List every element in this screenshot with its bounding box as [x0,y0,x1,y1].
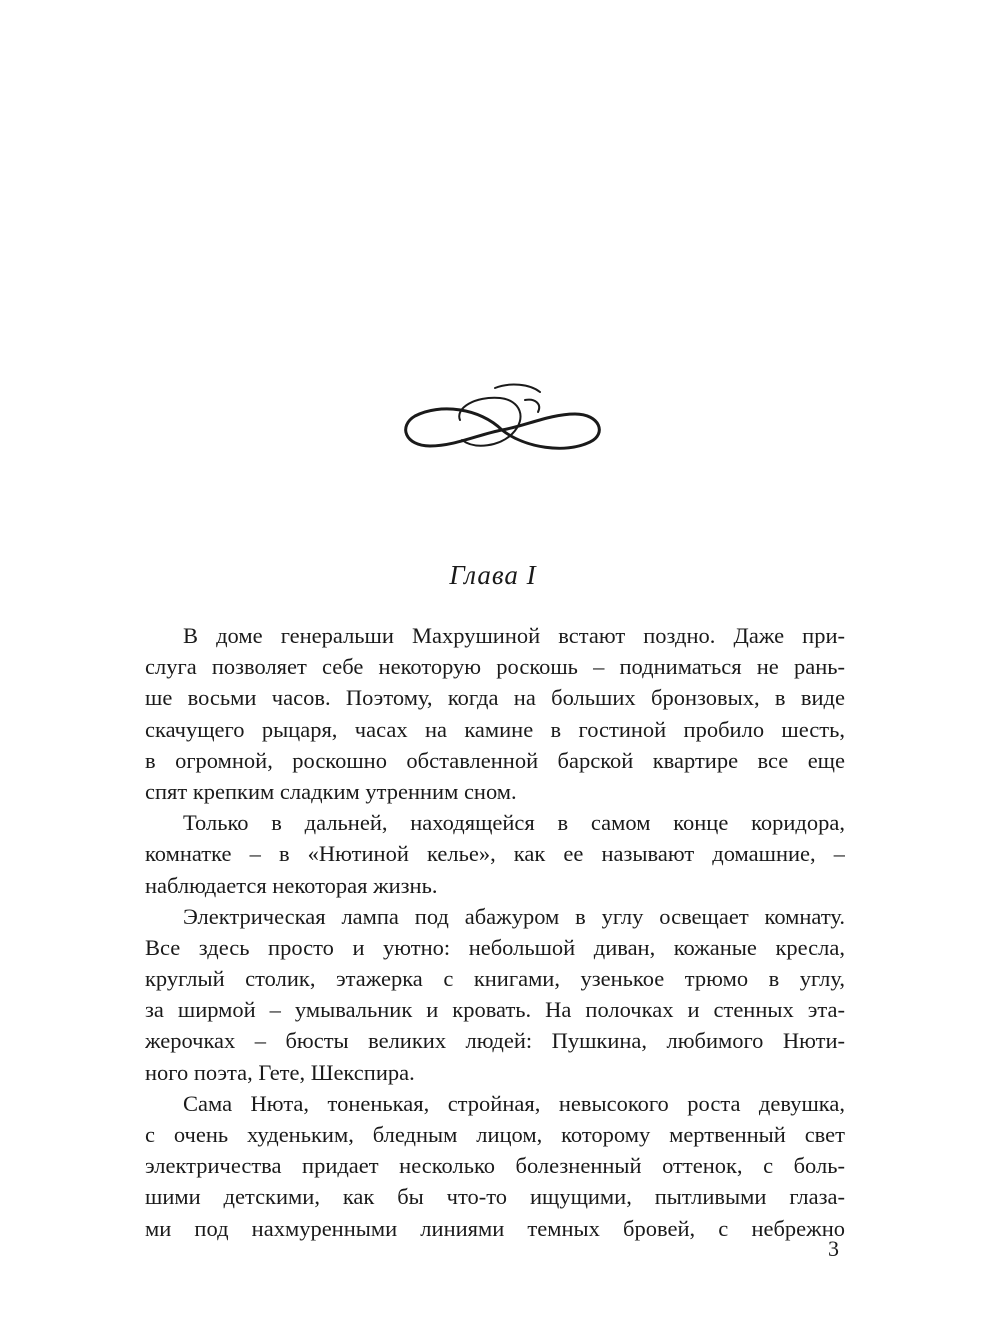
page-number: 3 [828,1236,839,1261]
text-line: ми под нахмуренными линиями темных бровей, с небрежно [145,1215,845,1241]
chapter-title: Глава I [449,560,537,590]
text-line: шими детскими, как бы что-то ищущими, пытливыми глаза- [145,1184,845,1210]
body-text [145,620,845,1244]
text-line: за ширмой – умывальник и кровать. На полочках и стенных эта- [145,997,845,1023]
text-line: ше восьми часов. Поэтому, когда на больших бронзовых, в виде [145,685,845,711]
text-line: круглый столик, этажерка с книгами, узенькое трюмо в углу, [145,966,845,992]
text-line: слуга позволяет себе некоторую роскошь – подниматься не рань- [145,654,845,680]
text-line: наблюдается некоторая жизнь. [145,872,438,898]
text-line: спят крепким сладким утренним сном. [145,778,517,804]
text-line: скачущего рыцаря, часах на камине в гостиной пробило шесть, [145,716,845,742]
text-line: с очень худеньким, бледным лицом, которому мертвенный свет [145,1122,845,1147]
text-line: жерочках – бюсты великих людей: Пушкина, любимого Нюти- [145,1028,845,1054]
text-line: Электрическая лампа под абажуром в углу освещает комнату. [183,903,845,929]
text-line: Все здесь просто и уютно: небольшой диван, кожаные кресла, [145,934,845,960]
text-line: В доме генеральши Махрушиной встают поздно. Даже при- [183,623,845,648]
text-line: Только в дальней, находящейся в самом конце коридора, [183,810,845,836]
text-line: электричества придает несколько болезненный оттенок, с боль- [145,1153,845,1179]
text-line: ного поэта, Гете, Шекспира. [145,1059,415,1085]
text-line: в огромной, роскошно обставленной барской квартире все еще [145,747,845,773]
decorative-flourish-icon [400,378,605,478]
text-line: Сама Нюта, тоненькая, стройная, невысокого роста девушка, [183,1090,845,1116]
text-line: комнатке – в «Нютиной келье», как ее называют домашние, – [145,841,845,867]
